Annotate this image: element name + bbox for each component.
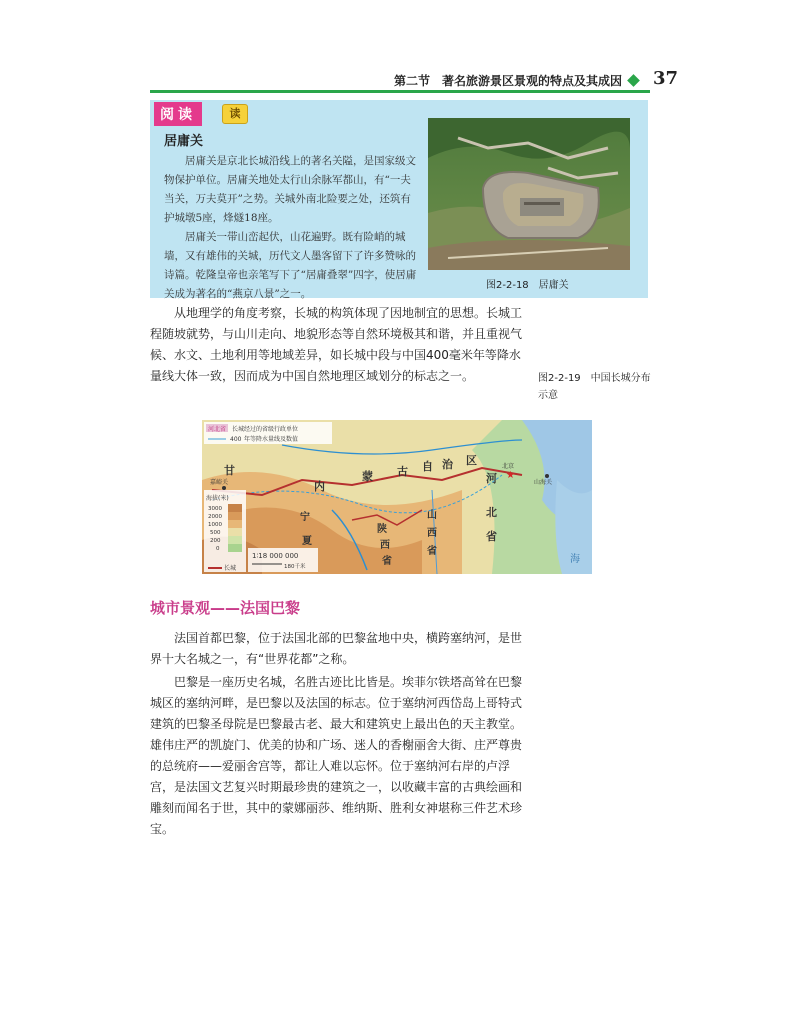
jiayuguan-marker bbox=[222, 486, 226, 490]
province-label: 省 bbox=[382, 556, 392, 567]
province-label: 内 bbox=[314, 480, 325, 493]
place-beijing: 北京 bbox=[502, 463, 515, 470]
province-label: 陕 bbox=[377, 524, 387, 535]
province-label: 古 bbox=[397, 465, 408, 478]
province-label: 山 bbox=[427, 510, 437, 521]
reading-tag-icon: 读 bbox=[222, 104, 248, 124]
photo-caption: 图2-2-18 居庸关 bbox=[486, 280, 569, 291]
capital-star-icon: ★ bbox=[506, 470, 515, 481]
province-label: 夏 bbox=[302, 536, 312, 547]
province-label: 省 bbox=[486, 530, 497, 543]
province-label: 甘 bbox=[224, 464, 235, 477]
shanhaiguan-marker bbox=[545, 474, 549, 478]
province-label: 河 bbox=[486, 472, 497, 485]
legend-line-desc: 年等降水量线及数值 bbox=[244, 436, 299, 443]
page-number: 37 bbox=[652, 68, 678, 89]
section-title-header: 第二节 著名旅游景区景观的特点及其成因 bbox=[393, 74, 622, 88]
reading-title: 居庸关 bbox=[164, 134, 204, 149]
map-scale: 1∶18 000 000 bbox=[252, 552, 299, 560]
scale-unit: 180千米 bbox=[284, 564, 306, 570]
place-shanhaiguan: 山海关 bbox=[534, 479, 553, 486]
body-paragraph bbox=[150, 303, 522, 387]
juyongguan-photo bbox=[428, 118, 630, 270]
elevation-level: 3000 bbox=[208, 506, 222, 512]
paris-paragraph: 巴黎是一座历史名城，名胜古迹比比皆是。埃菲尔铁塔高耸在巴黎城区的塞纳河畔，是巴黎以及法国的标志。位于塞纳河西岱岛上哥特式建筑的巴黎圣母院是巴黎最古老、最大和建筑史上最出色的天主教堂。雄伟庄严的凯旋门、优美的协和广场、迷人的香榭丽舍大街、庄严尊贵的总统府——爱丽舍宫等，都让人难以忘怀。位于塞纳河右岸的卢浮宫，是法国文艺复兴时期最珍贵的建筑之一，以收藏丰富的古典绘画和雕刻而闻名于世，其中的蒙娜丽莎、维纳斯、胜利女神堪称三件艺术珍宝。 bbox=[150, 675, 523, 836]
province-label: 北 bbox=[486, 506, 497, 519]
legend-line-value: 400 bbox=[230, 436, 242, 443]
place-jiayuguan: 嘉峪关 bbox=[210, 479, 229, 486]
elevation-title: 海拔(米) bbox=[206, 495, 229, 502]
province-label: 区 bbox=[466, 454, 477, 467]
map-caption: 图2-2-19 中国长城分布示意 bbox=[538, 373, 651, 401]
elevation-level: 0 bbox=[216, 546, 220, 552]
sea-label: 海 bbox=[570, 554, 580, 565]
elevation-level: 200 bbox=[210, 538, 221, 544]
province-label: 蒙 bbox=[362, 470, 373, 483]
province-label: 西 bbox=[380, 540, 390, 551]
province-label: 治 bbox=[442, 458, 453, 471]
elevation-level: 500 bbox=[210, 530, 221, 536]
province-label: 西 bbox=[427, 528, 437, 539]
header-rule bbox=[150, 90, 650, 93]
page-header bbox=[120, 70, 680, 90]
legend-region: 河北省 bbox=[208, 426, 227, 433]
province-label: 省 bbox=[427, 546, 437, 557]
reading-paragraph: 居庸关是京北长城沿线上的著名关隘，是国家级文物保护单位。居庸关地处太行山余脉军都山，有“一夫当关，万夫莫开”之势。关城外南北险要之处，还筑有护城墩5座，烽燧18座。 bbox=[164, 155, 416, 224]
legend-region-desc: 长城经过的省级行政单位 bbox=[232, 426, 299, 433]
great-wall-map bbox=[202, 420, 592, 574]
reading-text bbox=[164, 152, 418, 304]
paris-text bbox=[150, 628, 522, 842]
reading-label: 阅读 bbox=[154, 102, 202, 126]
elevation-level: 1000 bbox=[208, 522, 222, 528]
paris-paragraph: 法国首都巴黎，位于法国北部的巴黎盆地中央，横跨塞纳河，是世界十大名城之一，有“世界花都”之称。 bbox=[150, 631, 523, 666]
great-wall-paragraph: 从地理学的角度考察，长城的构筑体现了因地制宜的思想。长城工程随坡就势，与山川走向、地貌形态等自然环境极其和谐，并且重视气候、水文、土地利用等地域差异，如长城中段与中国400毫米年等降水量线大体一致，因而成为中国自然地理区域划分的标志之一。 bbox=[150, 306, 523, 383]
province-label: 宁 bbox=[300, 512, 310, 523]
wall-legend: 长城 bbox=[224, 565, 237, 572]
reading-paragraph: 居庸关一带山峦起伏，山花遍野。既有险峭的城墙，又有雄伟的关城，历代文人墨客留下了许多赞咏的诗篇。乾隆皇帝也亲笔写下了“居庸叠翠”四字，使居庸关成为著名的“燕京八景”之一。 bbox=[164, 231, 417, 300]
elevation-level: 2000 bbox=[208, 514, 222, 520]
province-label: 自 bbox=[422, 460, 433, 473]
section-heading-paris: 城市景观——法国巴黎 bbox=[150, 599, 301, 617]
diamond-icon bbox=[627, 74, 640, 87]
